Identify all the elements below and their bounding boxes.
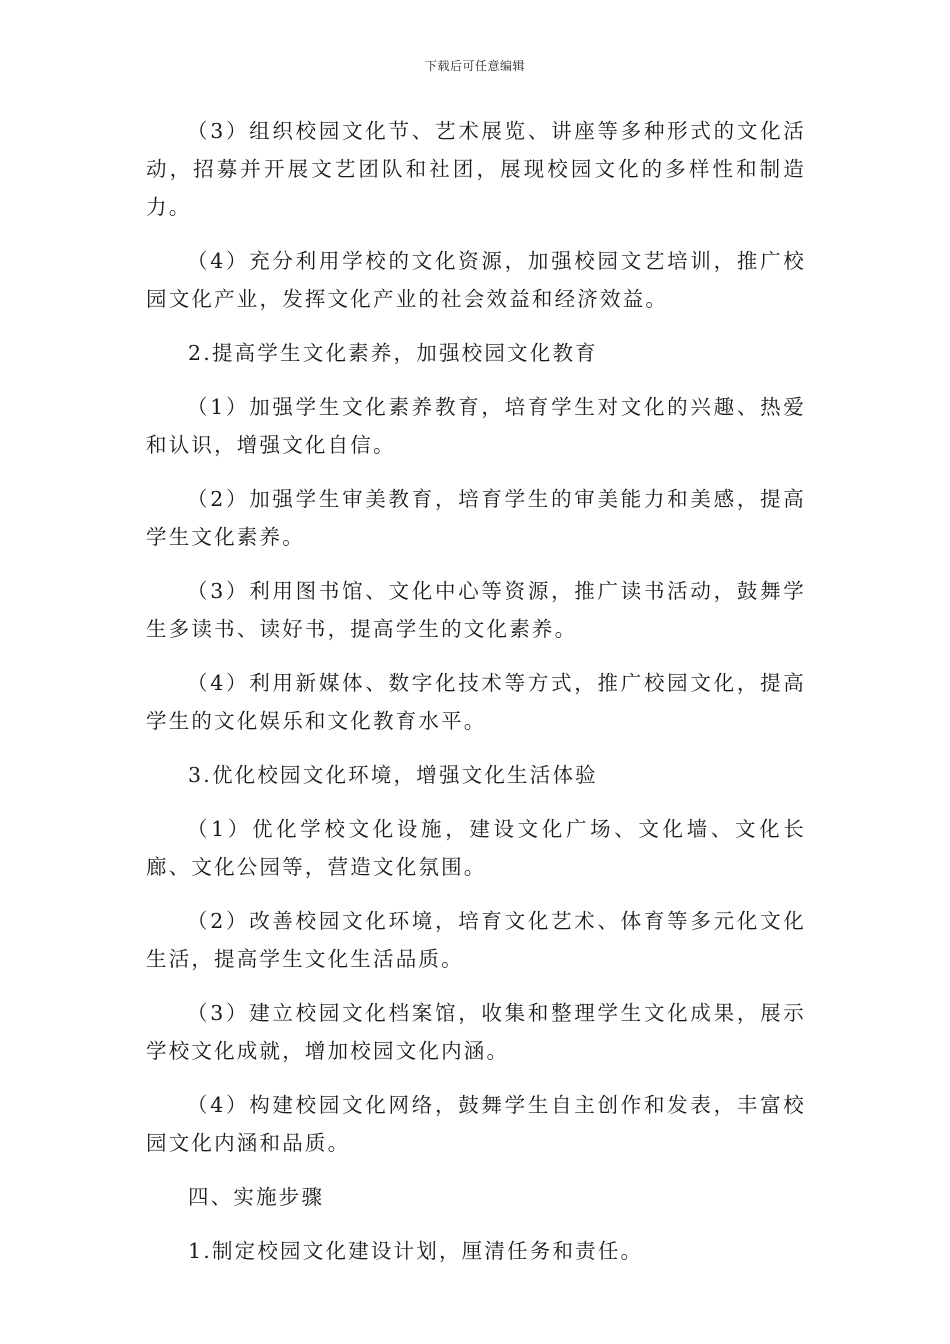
paragraph-literacy-2: （2）加强学生审美教育，培育学生的审美能力和美感，提高学生文化素养。 [146,487,806,549]
document-body [146,112,806,1286]
paragraph-environment-3: （3）建立校园文化档案馆，收集和整理学生文化成果，展示学校文化成就，增加校园文化内涵。 [146,1001,806,1063]
paragraph-literacy-1: （1）加强学生文化素养教育，培育学生对文化的兴趣、热爱和认识，增强文化自信。 [146,395,806,457]
paragraph-step-1: 1.制定校园文化建设计划，厘清任务和责任。 [188,1239,644,1263]
section-heading-environment: 3.优化校园文化环境，增强文化生活体验 [188,763,598,787]
paragraph-activities: （3）组织校园文化节、艺术展览、讲座等多种形式的文化活动，招募并开展文艺团队和社团，展现校园文化的多样性和制造力。 [146,119,806,219]
paragraph-literacy-3: （3）利用图书馆、文化中心等资源，推广读书活动，鼓舞学生多读书、读好书，提高学生的文化素养。 [146,579,806,641]
paragraph-resources: （4）充分利用学校的文化资源，加强校园文艺培训，推广校园文化产业，发挥文化产业的社会效益和经济效益。 [146,249,806,311]
paragraph-environment-4: （4）构建校园文化网络，鼓舞学生自主创作和发表，丰富校园文化内涵和品质。 [146,1093,806,1155]
section-heading-steps: 四、实施步骤 [188,1185,325,1209]
paragraph-environment-2: （2）改善校园文化环境，培育文化艺术、体育等多元化文化生活，提高学生文化生活品质。 [146,909,806,971]
page-header: 下载后可任意编辑 [424,59,525,73]
paragraph-literacy-4: （4）利用新媒体、数字化技术等方式，推广校园文化，提高学生的文化娱乐和文化教育水平。 [146,671,806,733]
section-heading-literacy: 2.提高学生文化素养，加强校园文化教育 [188,341,598,365]
paragraph-environment-1: （1）优化学校文化设施，建设文化广场、文化墙、文化长廊、文化公园等，营造文化氛围。 [146,817,806,879]
